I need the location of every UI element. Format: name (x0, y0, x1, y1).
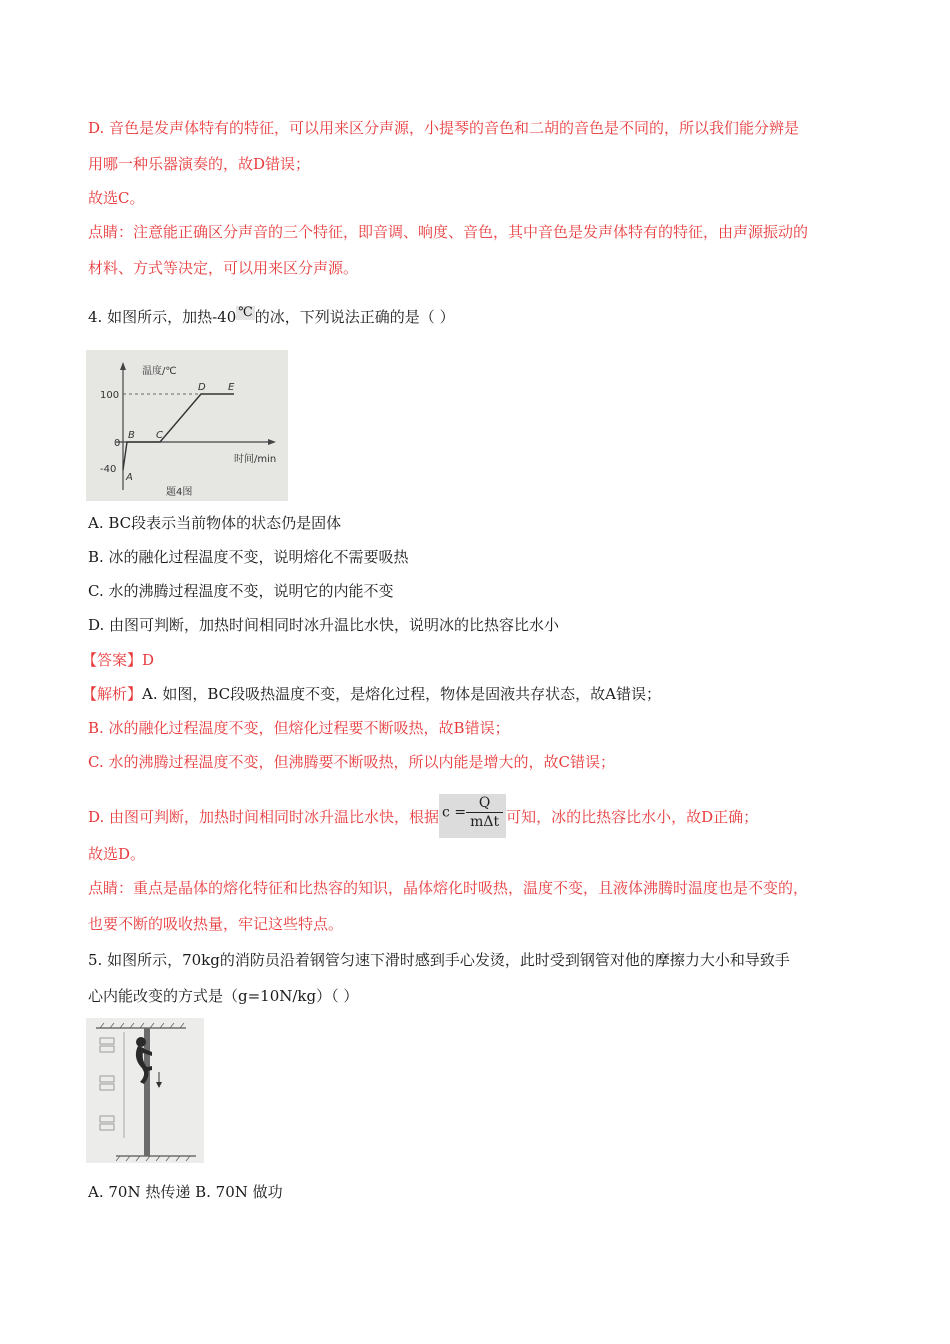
analysis3-comment-line2: 材料、方式等决定，可以用来区分声源。 (88, 259, 359, 277)
q4-formula-den: mΔt (470, 814, 500, 830)
q4-caption: 题4图 (166, 487, 193, 498)
q4-stem-suffix: 的冰，下列说法正确的是（ ） (254, 308, 455, 326)
q4-comment-line1: 点睛：重点是晶体的熔化特征和比热容的知识，晶体熔化时吸热，温度不变，且液体沸腾时温度也是不变的， (88, 879, 809, 897)
q4-formula (439, 794, 506, 838)
q4-formula-num: Q (466, 794, 503, 813)
q4-comment-line2: 也要不断的吸收热量，牢记这些特点。 (88, 915, 344, 933)
analysis3-choose: 故选C。 (88, 189, 145, 207)
q4-analysis-a-line (82, 684, 661, 704)
q4-analysis-c: C. 水的沸腾过程温度不变，但沸腾要不断吸热，所以内能是增大的，故C错误； (88, 753, 615, 771)
q4-xlabel: 时间/min (234, 454, 277, 465)
q4-formula-fraction (466, 794, 503, 831)
q4-analysis-b: B. 冰的融化过程温度不变，但熔化过程要不断吸热，故B错误； (88, 719, 510, 737)
q4-label-d: D (198, 382, 206, 393)
q4-label-e: E (228, 382, 235, 393)
q4-analysis-d-suffix: 可知，冰的比热容比水小，故D正确； (506, 808, 759, 826)
q5-windows (100, 1038, 114, 1130)
q4-stem-unit: ℃ (238, 305, 253, 320)
q5-illustration (86, 1018, 204, 1163)
q4-tick-100: 100 (100, 390, 120, 401)
q5-options: A. 70N 热传递 B. 70N 做功 (88, 1183, 283, 1201)
q4-label-c: C (156, 430, 163, 441)
q4-option-d: D. 由图可判断，加热时间相同时冰升温比水快，说明冰的比热容比水小 (88, 616, 560, 634)
analysis3-d-line1: D. 音色是发声体特有的特征，可以用来区分声源，小提琴的音色和二胡的音色是不同的，所以我们能分辨是 (88, 119, 800, 137)
q4-analysis-d-prefix: D. 由图可判断，加热时间相同时冰升温比水快，根据 (88, 808, 440, 826)
q4-answer: 【答案】D (82, 651, 155, 669)
q4-option-a: A. BC段表示当前物体的状态仍是固体 (88, 514, 342, 532)
q5-steel-pole (144, 1028, 150, 1156)
q4-figure (86, 350, 288, 501)
q4-graph (86, 350, 288, 501)
q5-stem-line1: 5. 如图所示，70kg的消防员沿着钢管匀速下滑时感到手心发烫，此时受到钢管对他的摩擦力大小和导致手 (88, 951, 790, 969)
q4-choose: 故选D。 (88, 845, 146, 863)
q5-stem-line2: 心内能改变的方式是（g=10N/kg）（ ） (88, 987, 359, 1005)
q4-formula-lhs: c = (442, 804, 467, 821)
q4-analysis-tag: 【解析】 (82, 685, 143, 703)
analysis3-comment-line1: 点睛：注意能正确区分声音的三个特征，即音调、响度、音色，其中音色是发声体特有的特征，由声源振动的 (88, 223, 809, 241)
q4-graph-bg (86, 350, 288, 501)
q4-tick-neg40: -40 (100, 464, 117, 475)
q4-stem (88, 306, 455, 327)
q4-label-a: A (126, 472, 133, 483)
q4-analysis-a: A. 如图，BC段吸热温度不变，是熔化过程，物体是固液共存状态，故A错误； (142, 685, 661, 703)
q4-stem-prefix: 4. 如图所示，加热-40 (88, 308, 237, 326)
q5-figure (86, 1018, 204, 1163)
q4-label-b: B (128, 430, 135, 441)
q4-option-b: B. 冰的融化过程温度不变，说明熔化不需要吸热 (88, 548, 409, 566)
analysis3-d-line2: 用哪一种乐器演奏的，故D错误； (88, 155, 311, 173)
q4-option-c: C. 水的沸腾过程温度不变，说明它的内能不变 (88, 582, 394, 600)
q4-tick-0: 0 (114, 438, 121, 449)
q4-analysis-d-line (88, 796, 758, 840)
q4-ylabel: 温度/℃ (142, 366, 177, 377)
